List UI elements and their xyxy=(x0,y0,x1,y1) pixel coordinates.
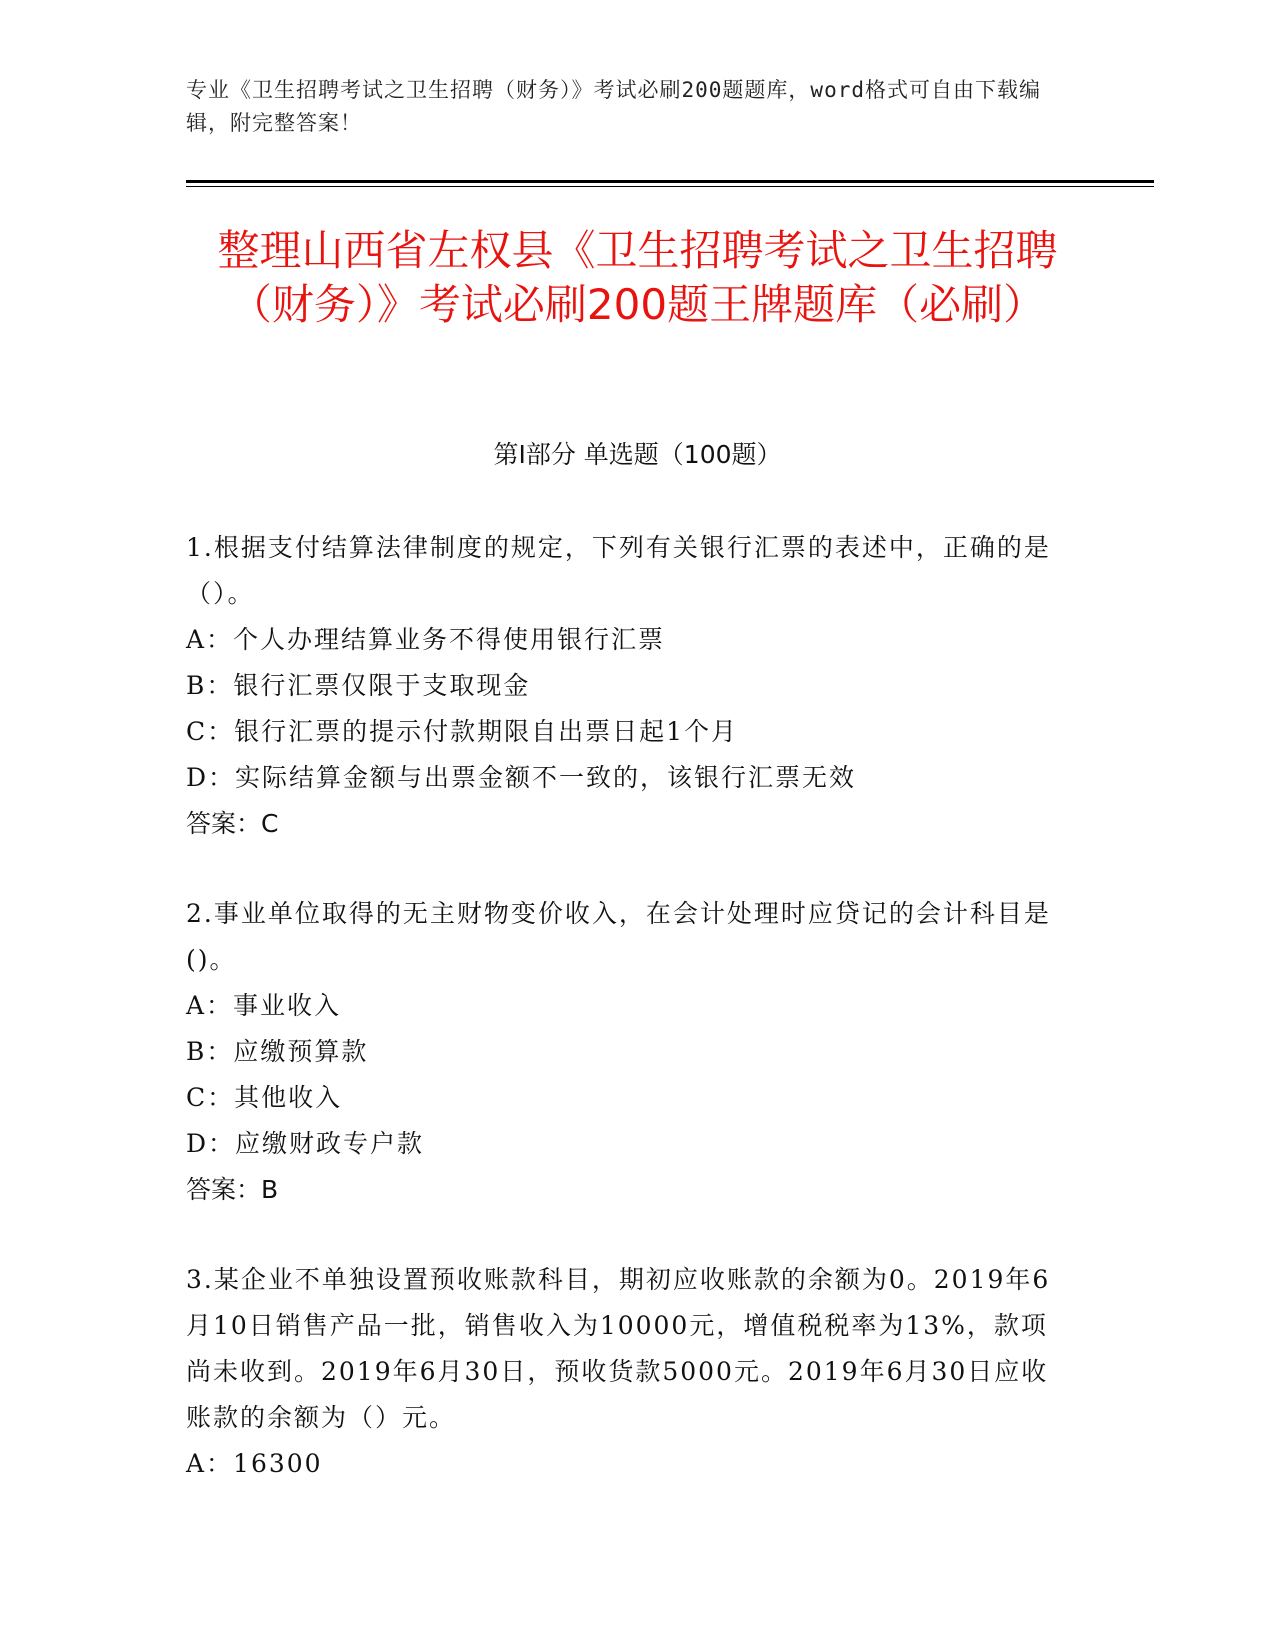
question-option-a: A：16300 xyxy=(186,1449,323,1478)
question-answer: 答案：C xyxy=(186,809,279,838)
header-divider-thin xyxy=(186,186,1154,187)
question-stem: 3.某企业不单独设置预收账款科目，期初应收账款的余额为0。2019年6月10日销售产品一批，销售收入为10000元，增值税税率为13%，款项尚未收到。2019年6月30日，预收货款5000元。2019年6月30日应收账款的余额为（）元。 xyxy=(186,1265,1051,1432)
question-answer: 答案：B xyxy=(186,1175,279,1204)
header-note: 专业《卫生招聘考试之卫生招聘（财务）》考试必刷200题题库，word格式可自由下载编辑，附完整答案！ xyxy=(186,78,1041,135)
question-option-c: C：银行汇票的提示付款期限自出票日起1个月 xyxy=(186,717,739,746)
question-option-b: B：银行汇票仅限于支取现金 xyxy=(186,671,531,700)
question-3 xyxy=(186,1257,1066,1487)
document-title: 整理山西省左权县《卫生招聘考试之卫生招聘（财务）》考试必刷200题王牌题库（必刷） xyxy=(217,226,1058,329)
question-stem: 2.事业单位取得的无主财物变价收入，在会计处理时应贷记的会计科目是()。 xyxy=(186,899,1051,974)
question-option-d: D：实际结算金额与出票金额不一致的，该银行汇票无效 xyxy=(186,763,857,792)
question-1 xyxy=(186,525,1066,847)
question-stem: 1.根据支付结算法律制度的规定，下列有关银行汇票的表述中，正确的是（）。 xyxy=(186,533,1051,608)
question-option-d: D：应缴财政专户款 xyxy=(186,1129,425,1158)
question-list xyxy=(186,525,1066,1531)
question-option-a: A：事业收入 xyxy=(186,991,342,1020)
header-divider-thick xyxy=(186,180,1154,183)
question-option-b: B：应缴预算款 xyxy=(186,1037,369,1066)
section-title: 第I部分 单选题（100题） xyxy=(493,440,782,469)
question-option-a: A：个人办理结算业务不得使用银行汇票 xyxy=(186,625,666,654)
question-option-c: C：其他收入 xyxy=(186,1083,343,1112)
question-2 xyxy=(186,891,1066,1213)
